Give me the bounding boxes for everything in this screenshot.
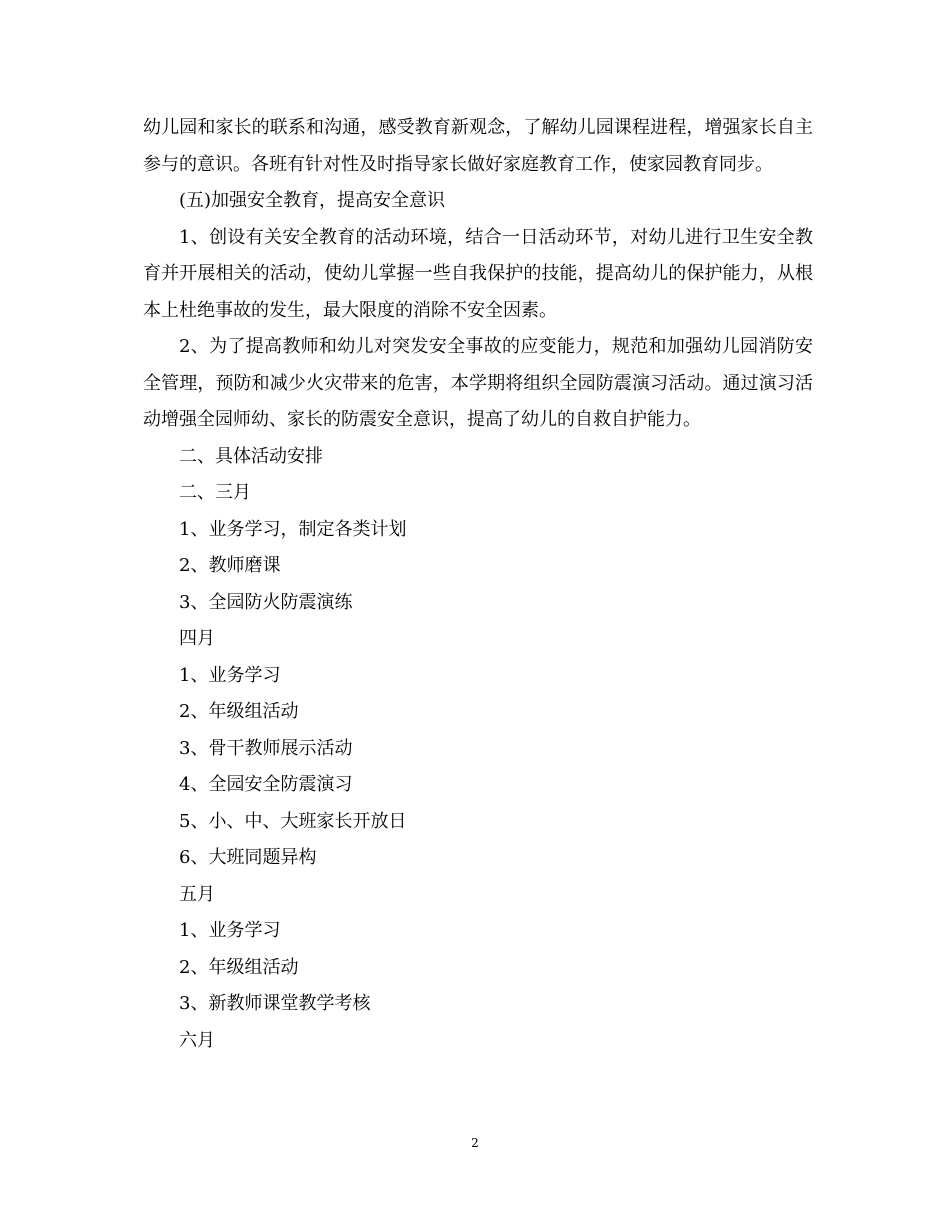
- month-heading-april: 四月: [179, 628, 215, 649]
- list-item: 1、业务学习: [179, 920, 281, 941]
- list-item: 3、新教师课堂教学考核: [179, 993, 371, 1014]
- list-item: 1、业务学习: [179, 664, 281, 686]
- paragraph-safety-item-2: 2、为了提高教师和幼儿对突发安全事故的应变能力，规范和加强幼儿园消防安全管理，预防和减少火灾带来的危害，本学期将组织全园防震演习活动。通过演习活动增强全园师幼、家长的防震安全意识，提高了幼儿的自救自护能力。: [143, 336, 813, 430]
- paragraph-home-school-communication: 幼儿园和家长的联系和沟通，感受教育新观念，了解幼儿园课程进程，增强家长自主参与的意识。各班有针对性及时指导家长做好家庭教育工作，使家园教育同步。: [143, 117, 813, 175]
- list-item: 3、骨干教师展示活动: [179, 737, 353, 759]
- list-item: 3、全园防火防震演练: [179, 591, 353, 613]
- list-item: 1、业务学习，制定各类计划: [179, 518, 407, 540]
- list-item: 5、小、中、大班家长开放日: [179, 810, 407, 832]
- list-item: 2、年级组活动: [179, 956, 299, 978]
- heading-activity-schedule: 二、具体活动安排: [179, 445, 323, 467]
- month-heading-feb-mar: 二、三月: [179, 482, 251, 503]
- list-item: 2、年级组活动: [179, 701, 299, 722]
- list-item: 4、全园安全防震演习: [179, 774, 353, 795]
- heading-safety-education: (五)加强安全教育，提高安全意识: [179, 190, 446, 211]
- paragraph-safety-item-1: 1、创设有关安全教育的活动环境，结合一日活动环节，对幼儿进行卫生安全教育并开展相关的活动，使幼儿掌握一些自我保护的技能，提高幼儿的保护能力，从根本上杜绝事故的发生，最大限度的消除不安全因素。: [143, 226, 813, 321]
- list-item: 2、教师磨课: [179, 555, 281, 576]
- page-number: 2: [471, 1136, 479, 1150]
- document-body: [143, 110, 813, 1059]
- month-heading-may: 五月: [179, 883, 215, 905]
- list-item: 6、大班同题异构: [179, 847, 317, 868]
- month-heading-june: 六月: [179, 1029, 215, 1051]
